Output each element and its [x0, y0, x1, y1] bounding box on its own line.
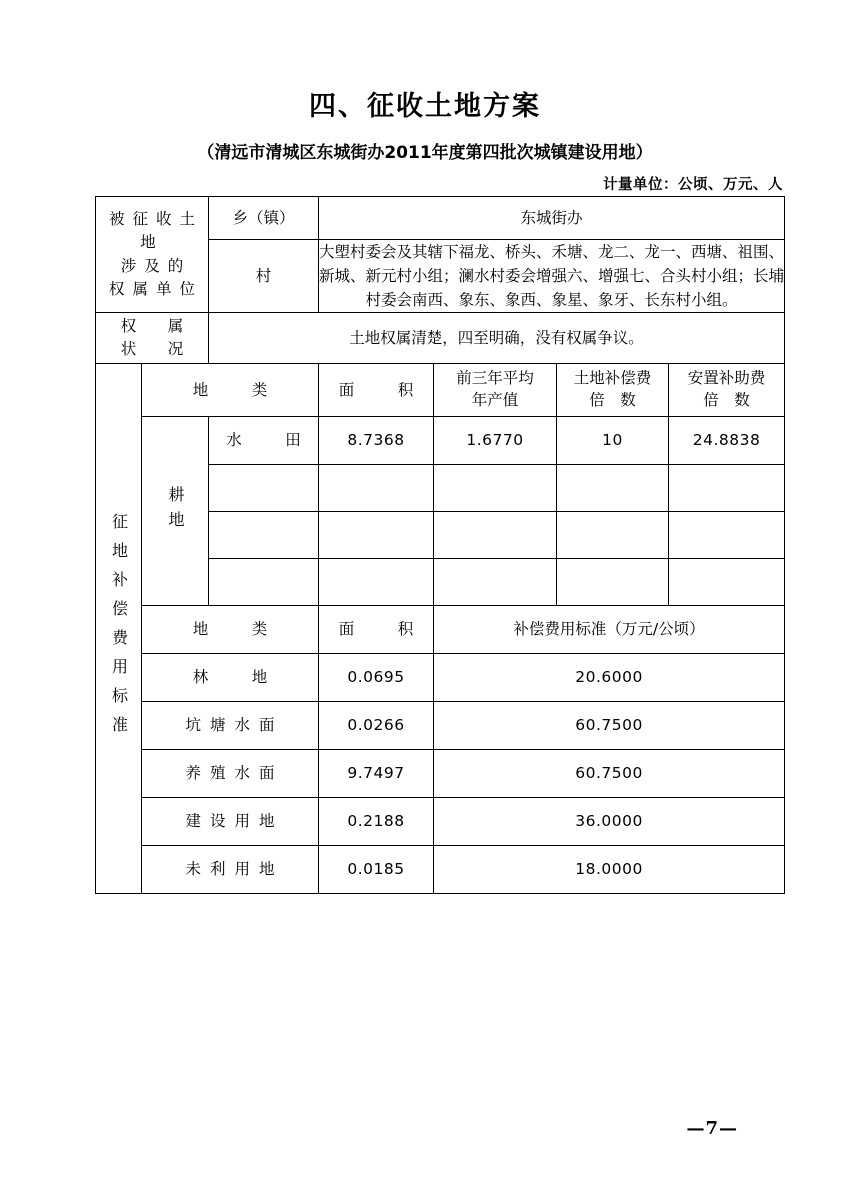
cell-avg-yield: 1.6770: [434, 417, 557, 465]
cell-compensation-standard: 60.7500: [434, 702, 785, 750]
cell-avg-yield: [434, 559, 557, 606]
header-land-compensation-multiple: [557, 364, 669, 417]
table-row-ownership-status: [96, 313, 785, 364]
cell-area: [319, 559, 434, 606]
cultivated-land-label-text: 耕地: [166, 486, 185, 537]
cultivated-land-label: [142, 417, 209, 606]
cell-compensation-standard: 18.0000: [434, 846, 785, 894]
land-acquisition-table-wrapper: [95, 196, 784, 894]
table-row: [96, 750, 785, 798]
cell-land-type-text: 建设用地: [185, 812, 284, 831]
header-avg-yield-line1: 前三年平均: [456, 369, 534, 388]
table-row: [96, 654, 785, 702]
header-land-type-top-text: 地 类: [192, 380, 282, 399]
cell-area: [319, 512, 434, 559]
header-land-type-top: [142, 364, 319, 417]
cell-land-type: [142, 846, 319, 894]
cell-land-type: [209, 417, 319, 465]
cell-resettlement-multiple: 24.8838: [669, 417, 785, 465]
page-subtitle: （清远市清城区东城街办2011年度第四批次城镇建设用地）: [197, 143, 653, 163]
header-area-top-text: 面 积: [338, 380, 428, 399]
header-land-compensation-line1: 土地补偿费: [573, 369, 652, 388]
header-area-bottom: [319, 606, 434, 654]
header-avg-yield: [434, 364, 557, 417]
cell-avg-yield: [434, 512, 557, 559]
header-area-top: [319, 364, 434, 417]
header-area-bottom-text: 面 积: [338, 620, 428, 639]
township-label: 乡（镇）: [209, 197, 319, 240]
compensation-side-label-text: 征地补偿费用标准: [109, 512, 129, 745]
cell-avg-yield: [434, 465, 557, 512]
ownership-unit-label-line2: 涉及的: [120, 256, 192, 275]
header-resettlement-multiple: [669, 364, 785, 417]
village-label: 村: [209, 240, 319, 313]
header-land-compensation-text: [557, 368, 668, 411]
village-value: 大塱村委会及其辖下福龙、桥头、禾塘、龙二、龙一、西塘、祖围、新城、新元村小组；澜水村委会增强六、增强七、合头村小组；长埔村委会南西、象东、象西、象星、象牙、长东村小组。: [319, 240, 785, 313]
header-land-compensation-line2: 倍 数: [589, 391, 636, 410]
header-resettlement-line2: 倍 数: [703, 391, 750, 410]
cell-land-type: [209, 559, 319, 606]
header-land-type-bottom-text: 地 类: [192, 620, 282, 639]
ownership-unit-label: [96, 197, 209, 313]
cell-land-type: [142, 798, 319, 846]
cell-land-type: [142, 750, 319, 798]
table-row: [96, 702, 785, 750]
table-row-header-bottom: [96, 606, 785, 654]
land-acquisition-table: [95, 196, 785, 894]
ownership-status-value: 土地权属清楚，四至明确，没有权属争议。: [209, 313, 785, 364]
ownership-status-label: [96, 313, 209, 364]
cell-land-type-text: 未利用地: [185, 860, 284, 879]
header-resettlement-text: [669, 368, 784, 411]
cell-area: 0.0266: [319, 702, 434, 750]
cell-compensation-standard: 36.0000: [434, 798, 785, 846]
cell-land-compensation-multiple: 10: [557, 417, 669, 465]
header-compensation-standard: 补偿费用标准（万元/公顷）: [434, 606, 785, 654]
header-resettlement-line1: 安置补助费: [687, 369, 766, 388]
cell-compensation-standard: 20.6000: [434, 654, 785, 702]
table-row: [96, 846, 785, 894]
cell-resettlement-multiple: [669, 465, 785, 512]
cell-resettlement-multiple: [669, 512, 785, 559]
table-row-header-top: [96, 364, 785, 417]
cell-land-type-text: 水 田: [226, 431, 315, 450]
cell-land-compensation-multiple: [557, 465, 669, 512]
table-row: [96, 417, 785, 465]
cell-compensation-standard: 60.7500: [434, 750, 785, 798]
township-value: 东城街办: [319, 197, 785, 240]
page-title: 四、征收土地方案: [309, 91, 541, 122]
cell-land-type-text: 养殖水面: [185, 764, 284, 783]
header-avg-yield-text: [434, 368, 556, 411]
cell-land-type: [209, 512, 319, 559]
cell-land-type-text: 林 地: [192, 668, 282, 687]
page-number: —7—: [686, 1118, 738, 1139]
cell-land-type-text: 坑塘水面: [185, 716, 284, 735]
cell-land-compensation-multiple: [557, 559, 669, 606]
cell-area: 0.2188: [319, 798, 434, 846]
cell-land-type: [142, 654, 319, 702]
table-row-township: [96, 197, 785, 240]
table-row: [96, 798, 785, 846]
cell-area: [319, 465, 434, 512]
cell-area: 9.7497: [319, 750, 434, 798]
cell-land-type: [209, 465, 319, 512]
measurement-unit-note: 计量单位：公顷、万元、人: [603, 177, 783, 193]
ownership-unit-label-line1: 被征收土地: [109, 210, 204, 252]
cell-area: 0.0185: [319, 846, 434, 894]
cell-land-compensation-multiple: [557, 512, 669, 559]
header-avg-yield-line2: 年产值: [471, 391, 519, 410]
cell-area: 8.7368: [319, 417, 434, 465]
compensation-side-label: [96, 364, 142, 894]
ownership-status-label-line2: 状 况: [120, 340, 192, 359]
ownership-status-label-line1: 权 属: [120, 316, 192, 335]
ownership-unit-label-line3: 权属单位: [109, 279, 204, 298]
cell-area: 0.0695: [319, 654, 434, 702]
cell-resettlement-multiple: [669, 559, 785, 606]
cell-land-type: [142, 702, 319, 750]
header-land-type-bottom: [142, 606, 319, 654]
